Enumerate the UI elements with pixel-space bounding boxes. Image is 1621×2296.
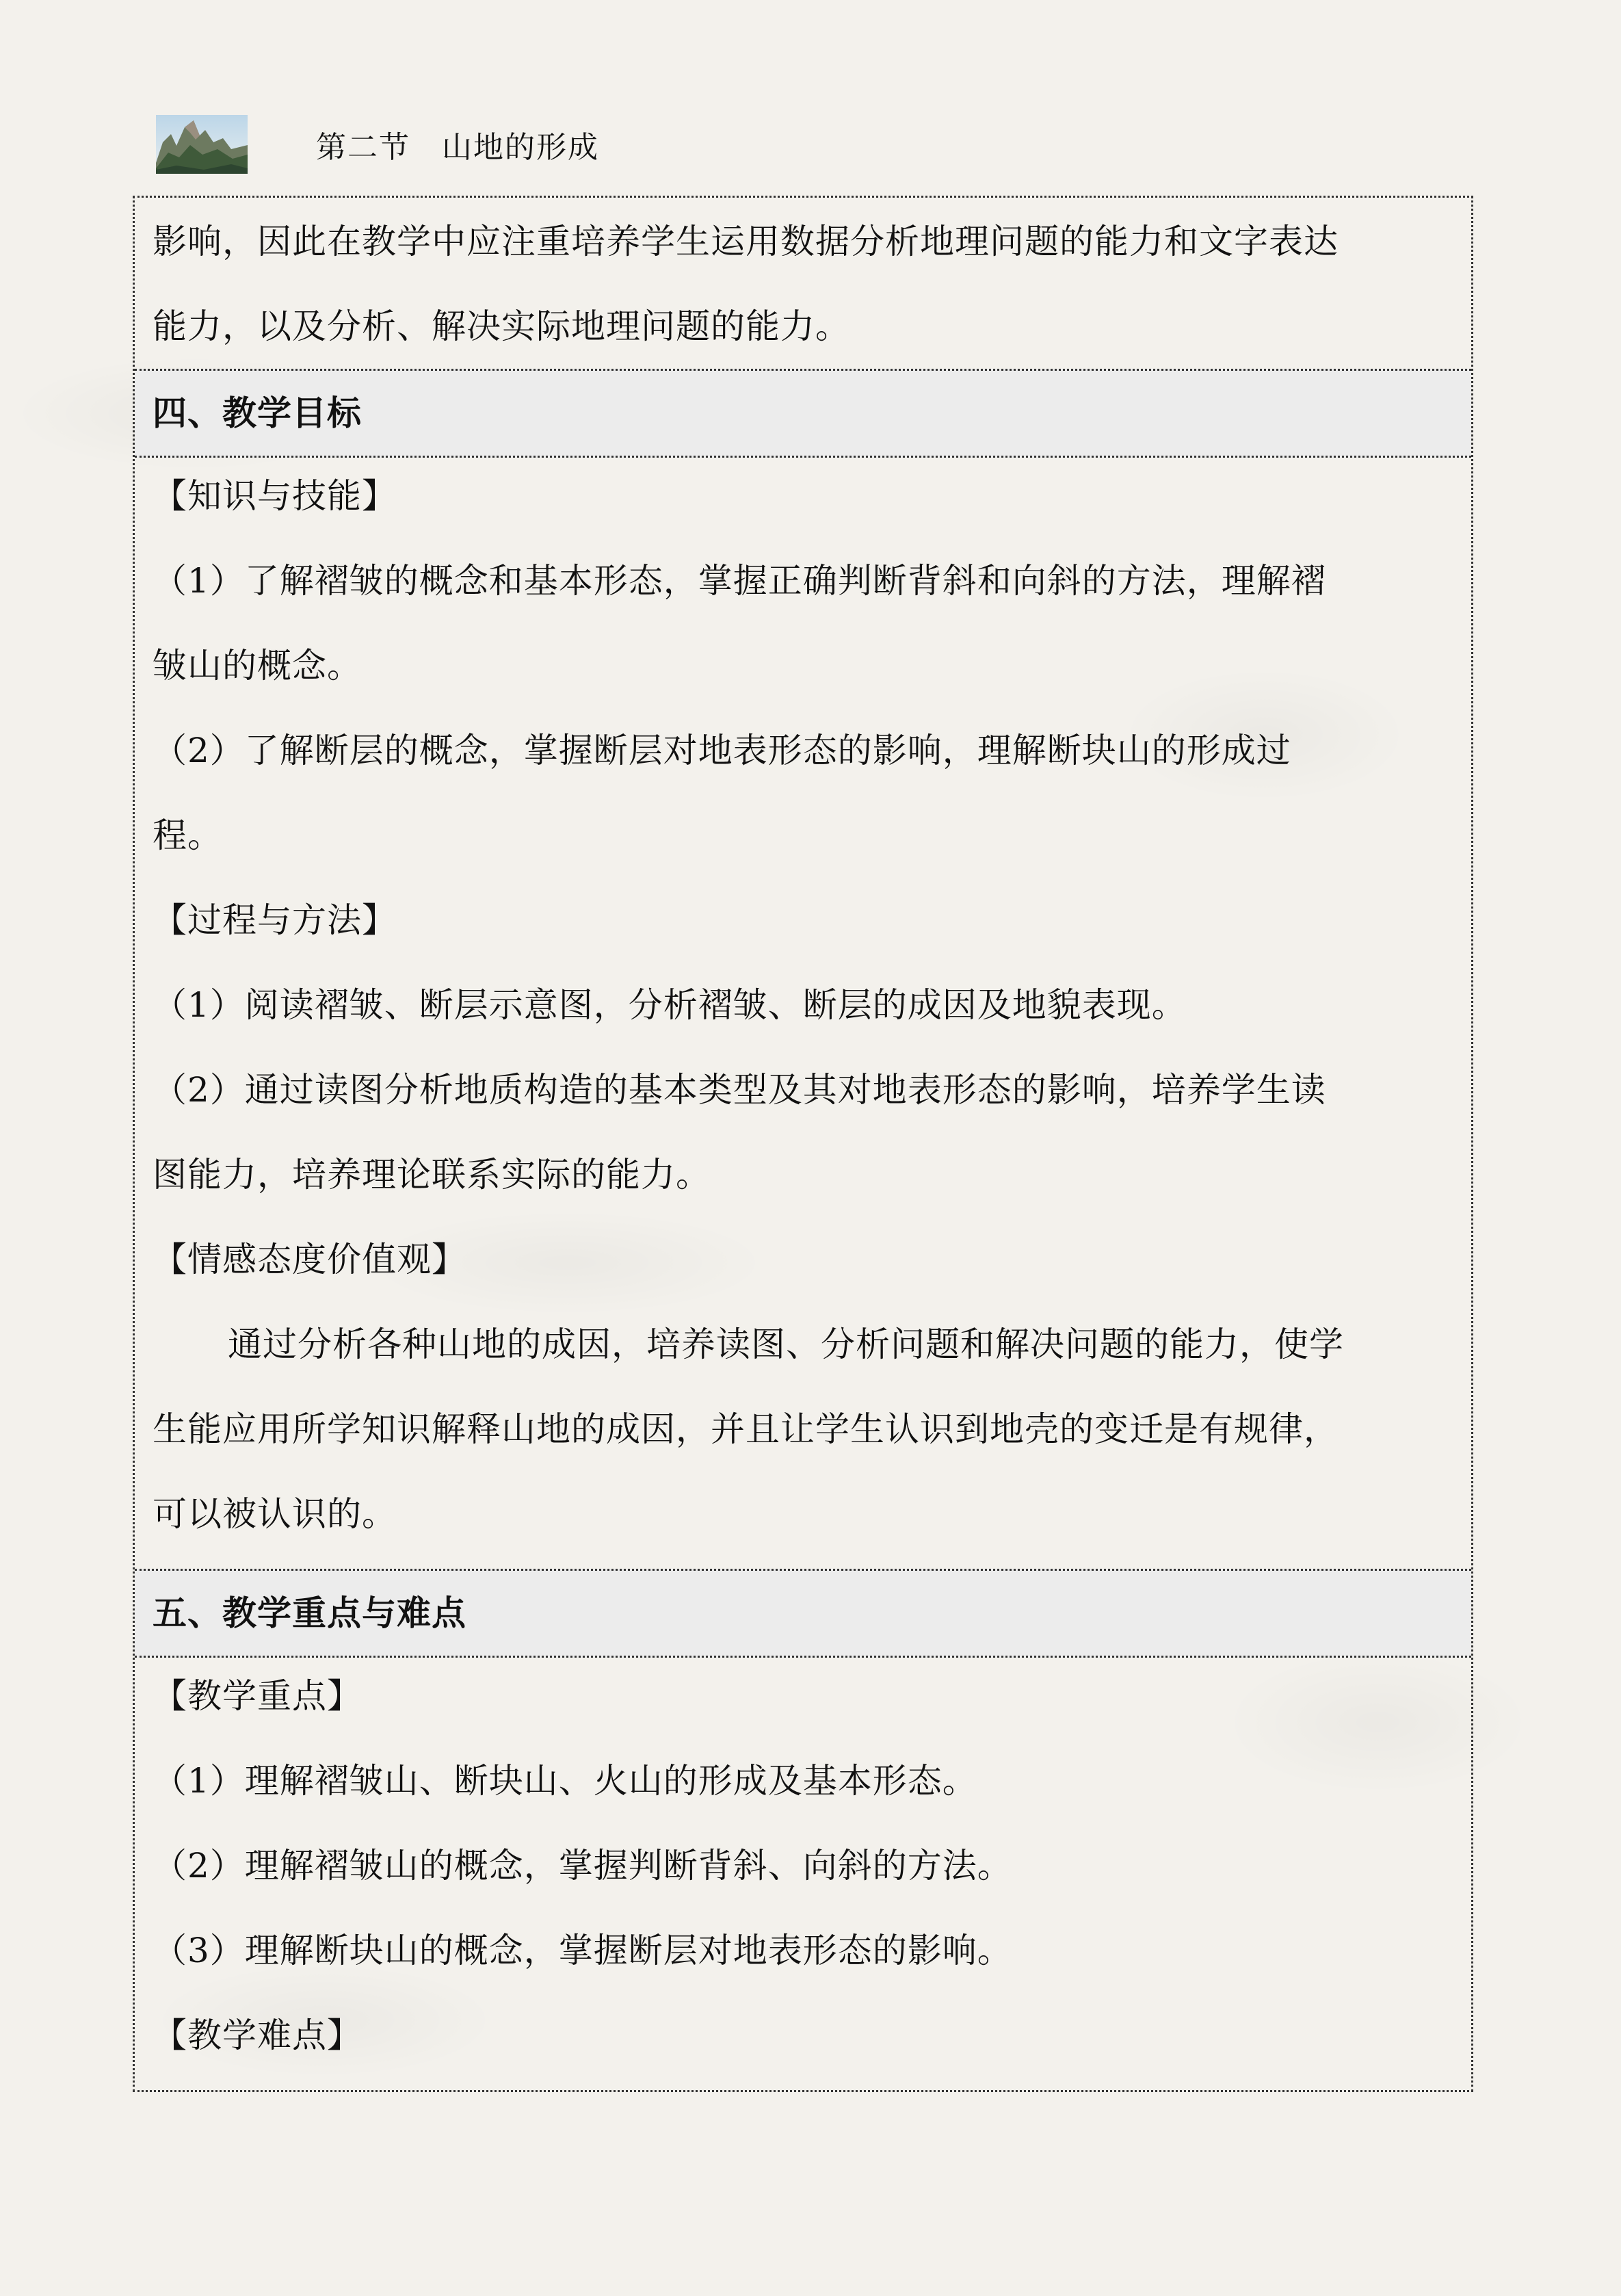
body-line: （2）了解断层的概念，掌握断层对地表形态的影响，理解断块山的形成过 — [153, 731, 1291, 770]
subheading: 【教学难点】 — [153, 2015, 362, 2055]
mountain-landscape-thumbnail — [156, 115, 248, 174]
subheading: 【情感态度价值观】 — [153, 1240, 466, 1279]
subheading: 【过程与方法】 — [153, 900, 397, 940]
body-line: （1）了解褶皱的概念和基本形态，掌握正确判断背斜和向斜的方法，理解褶 — [153, 561, 1326, 601]
body-line: 能力，以及分析、解决实际地理问题的能力。 — [153, 306, 850, 346]
objectives-block — [135, 454, 1471, 1556]
chapter-title: 第二节 山地的形成 — [316, 130, 599, 165]
page-header — [156, 115, 599, 174]
body-line: 影响，因此在教学中应注重培养学生运用数据分析地理问题的能力和文字表达 — [153, 222, 1339, 261]
subheading: 【教学重点】 — [153, 1676, 362, 1716]
section-heading: 五、教学重点与难点 — [153, 1593, 466, 1633]
body-line: （1）理解褶皱山、断块山、火山的形成及基本形态。 — [153, 1761, 977, 1801]
body-line: 通过分析各种山地的成因，培养读图、分析问题和解决问题的能力，使学 — [228, 1325, 1344, 1364]
body-line: （3）理解断块山的概念，掌握断层对地表形态的影响。 — [153, 1931, 1012, 1970]
subheading: 【知识与技能】 — [153, 476, 397, 516]
body-line: （2）通过读图分析地质构造的基本类型及其对地表形态的影响，培养学生读 — [153, 1070, 1326, 1110]
section-heading-key-points — [135, 1569, 1471, 1658]
key-points-block — [135, 1654, 1471, 2078]
body-line: （1）阅读褶皱、断层示意图，分析褶皱、断层的成因及地貌表现。 — [153, 985, 1187, 1025]
section-heading: 四、教学目标 — [153, 393, 362, 433]
body-line: 皱山的概念。 — [153, 646, 362, 686]
body-line: （2）理解褶皱山的概念，掌握判断背斜、向斜的方法。 — [153, 1846, 1012, 1886]
body-line: 程。 — [153, 816, 222, 855]
body-line: 可以被认识的。 — [153, 1494, 397, 1534]
body-line: 图能力，培养理论联系实际的能力。 — [153, 1155, 711, 1195]
section-heading-objectives — [135, 369, 1471, 458]
intro-block — [135, 199, 1471, 369]
body-line: 生能应用所学知识解释山地的成因，并且让学生认识到地壳的变迁是有规律， — [153, 1409, 1339, 1449]
content-frame — [133, 196, 1473, 2092]
